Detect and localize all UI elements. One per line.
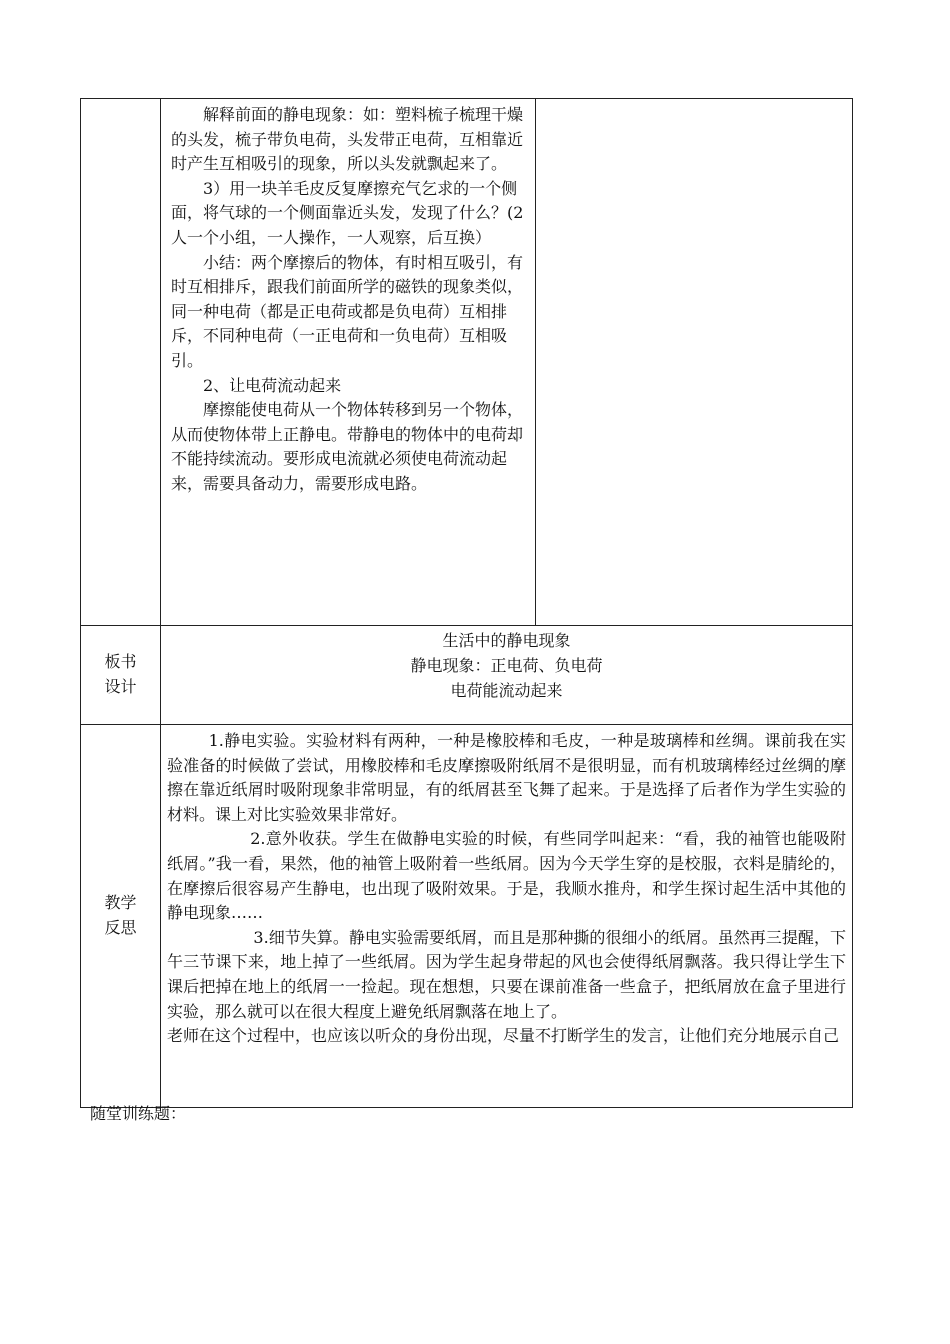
board-design-row — [81, 626, 853, 725]
reflection-paragraph: 2.意外收获。学生在做静电实验的时候，有些同学叫起来：“看，我的袖管也能吸附纸屑。”我一看，果然，他的袖管上吸附着一些纸屑。因为今天学生穿的是校服，衣料是腈纶的，在摩擦后很容易产生静电，也出现了吸附效果。于是，我顺水推舟，和学生探讨起生活中其他的静电现象…… — [167, 829, 846, 923]
board-design-label: 板书 设计 — [81, 626, 161, 725]
reflection-label: 教学 反思 — [81, 725, 161, 1108]
exercise-heading: 随堂训练题： — [90, 1104, 187, 1123]
board-title: 生活中的静电现象 — [442, 631, 571, 650]
process-paragraph: 解释前面的静电现象：如：塑料梳子梳理干燥的头发，梳子带负电荷，头发带正电荷，互相靠近时产生互相吸引的现象，所以头发就飘起来了。 — [171, 105, 524, 174]
process-paragraph: 2、让电荷流动起来 — [203, 375, 342, 395]
board-line: 静电现象：正电荷、负电荷 — [410, 656, 603, 675]
process-paragraph: 3）用一块羊毛皮反复摩擦充气乞求的一个侧面，将气球的一个侧面靠近头发，发现了什么？(2人一个小组，一人操作，一人观察，后互换） — [171, 178, 524, 247]
process-label-cell — [81, 99, 161, 626]
process-paragraph: 摩擦能使电荷从一个物体转移到另一个物体，从而使物体带上正静电。带静电的物体中的电荷却不能持续流动。要形成电流就必须使电荷流动起来，需要具备动力，需要形成电路。 — [171, 400, 524, 493]
process-notes-cell — [536, 99, 853, 626]
process-paragraph: 小结：两个摩擦后的物体，有时相互吸引，有时互相排斥，跟我们前面所学的磁铁的现象类似，同一种电荷（都是正电荷或都是负电荷）互相排斥，不同种电荷（一正电荷和一负电荷）互相吸引。 — [171, 252, 524, 370]
board-line: 电荷能流动起来 — [450, 681, 563, 700]
lesson-plan-table — [80, 98, 853, 1108]
teaching-reflection-row — [81, 725, 853, 1108]
reflection-paragraph: 1.静电实验。实验材料有两种，一种是橡胶棒和毛皮，一种是玻璃棒和丝绸。课前我在实验准备的时候做了尝试，用橡胶棒和毛皮摩擦吸附纸屑不是很明显，而有机玻璃棒经过丝绸的摩擦在靠近纸屑时吸附现象非常明显，有的纸屑甚至飞舞了起来。于是选择了后者作为学生实验的材料。课上对比实验效果非常好。 — [167, 731, 846, 824]
reflection-content — [161, 725, 853, 1108]
teaching-process-row — [81, 99, 853, 626]
reflection-paragraph: 3.细节失算。静电实验需要纸屑，而且是那种撕的很细小的纸屑。虽然再三提醒，下午三节课下来，地上掉了一些纸屑。因为学生起身带起的风也会使得纸屑飘落。我只得让学生下课后把掉在地上的纸屑一一捡起。现在想想，只要在课前准备一些盒子，把纸屑放在盒子里进行实验，那么就可以在很大程度上避免纸屑飘落在地上了。 — [167, 927, 846, 1021]
reflection-paragraph: 老师在这个过程中，也应该以听众的身份出现，尽量不打断学生的发言，让他们充分地展示自己 — [167, 1026, 840, 1046]
board-design-content — [161, 626, 853, 725]
process-content-cell — [161, 99, 536, 626]
